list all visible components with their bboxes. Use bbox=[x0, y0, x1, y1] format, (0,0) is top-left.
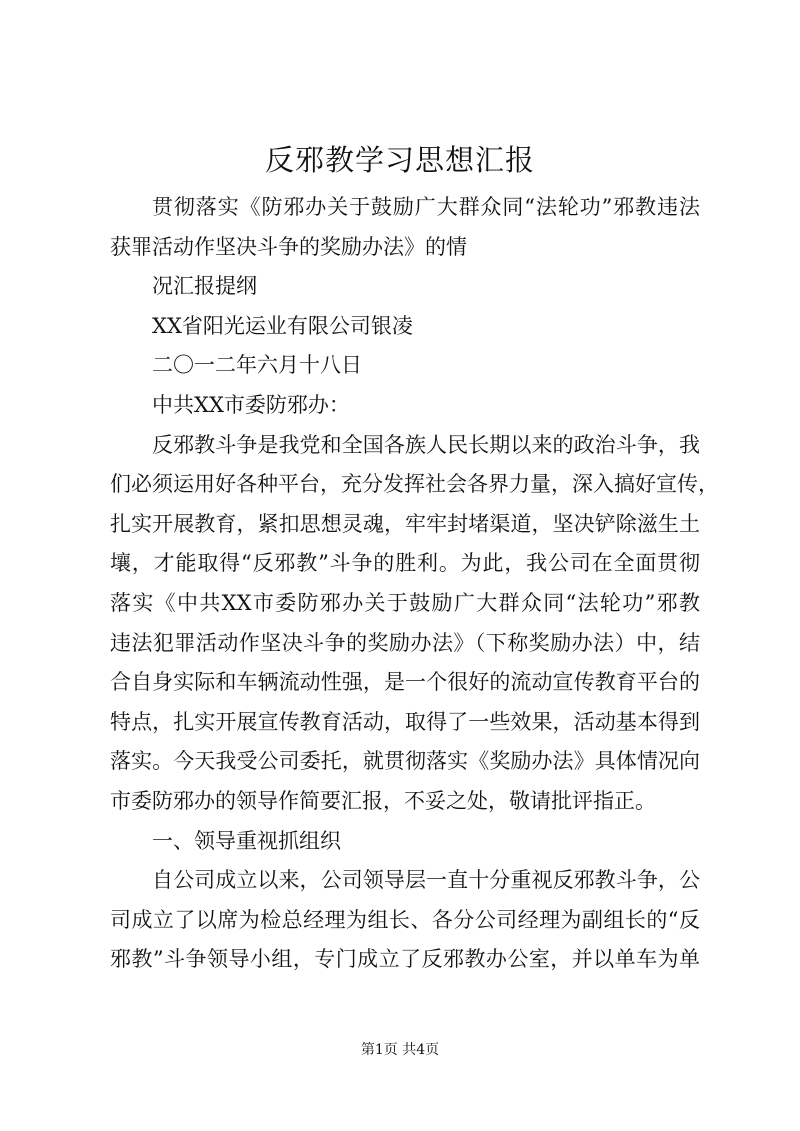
text-line: 市委防邪办的领导作简要汇报，不妥之处，敬请批评指正。 bbox=[110, 788, 656, 813]
text-line: 一、领导重视抓组织 bbox=[152, 828, 341, 853]
text-line: 特点，扎实开展宣传教育活动，取得了一些效果，活动基本得到 bbox=[110, 709, 700, 734]
text-line: 中共XX市委防邪办： bbox=[152, 392, 350, 417]
text-line: 贯彻落实《防邪办关于鼓励广大群众同“法轮功”邪教违法 bbox=[152, 195, 700, 219]
text-line: 二〇一二年六月十八日 bbox=[152, 353, 362, 378]
text-line: 落实。今天我受公司委托，就贯彻落实《奖励办法》具体情况向 bbox=[110, 749, 700, 774]
text-line: 们必须运用好各种平台，充分发挥社会各界力量，深入搞好宣传， bbox=[110, 472, 719, 497]
text-line: 合自身实际和车辆流动性强，是一个很好的流动宣传教育平台的 bbox=[110, 670, 700, 695]
document-title: 反邪教学习思想汇报 bbox=[264, 143, 535, 177]
text-line: 违法犯罪活动作坚决斗争的奖励办法》（下称奖励办法）中，结 bbox=[110, 630, 700, 655]
text-line: 司成立了以席为检总经理为组长、各分公司经理为副组长的“反 bbox=[110, 907, 700, 932]
text-line: 邪教”斗争领导小组，专门成立了反邪教办公室，并以单车为单 bbox=[110, 947, 700, 972]
text-line: 壤，才能取得“反邪教”斗争的胜利。为此，我公司在全面贯彻 bbox=[110, 551, 700, 576]
text-line: 扎实开展教育，紧扣思想灵魂，牢牢封堵渠道，坚决铲除滋生土 bbox=[110, 511, 700, 536]
text-line: 自公司成立以来，公司领导层一直十分重视反邪教斗争，公 bbox=[152, 868, 700, 893]
text-line: XX省阳光运业有限公司银凌 bbox=[152, 313, 413, 338]
text-line: 反邪教斗争是我党和全国各族人民长期以来的政治斗争，我 bbox=[152, 432, 700, 457]
page-footer: 第1页 共4页 bbox=[360, 1042, 440, 1058]
text-line: 落实《中共XX市委防邪办关于鼓励广大群众同“法轮功”邪教 bbox=[110, 590, 700, 615]
text-line: 况汇报提纲 bbox=[152, 274, 257, 299]
document-body bbox=[110, 188, 719, 980]
text-line: 获罪活动作坚决斗争的奖励办法》的情 bbox=[110, 234, 467, 259]
